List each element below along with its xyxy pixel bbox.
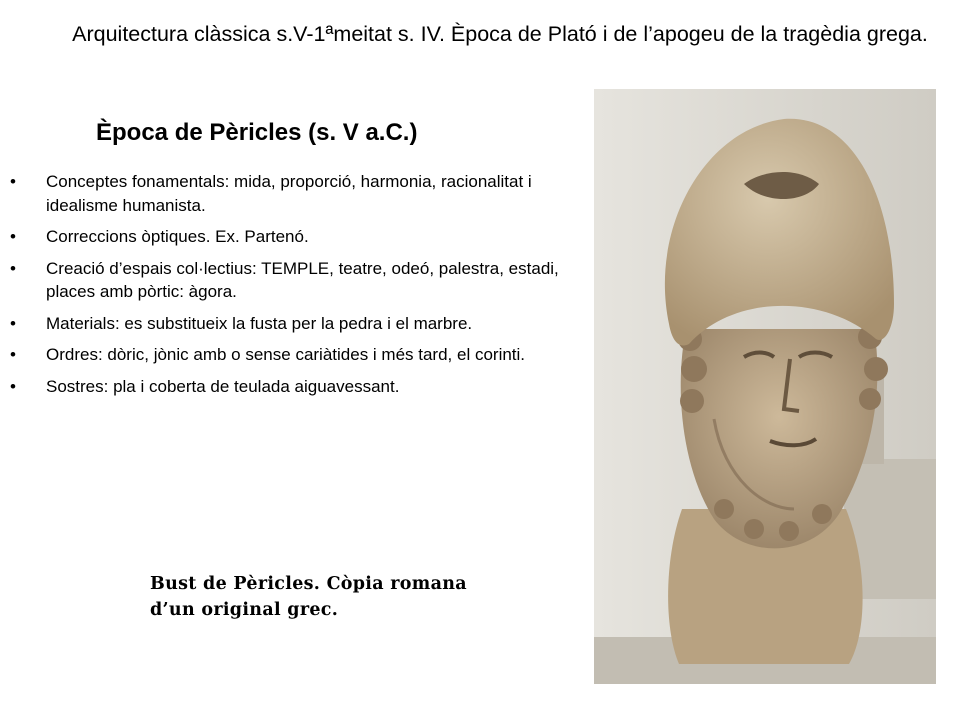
section-heading: Època de Pèricles (s. V a.C.)	[96, 119, 418, 146]
bust-illustration	[594, 89, 936, 684]
image-caption	[150, 571, 550, 623]
caption-line-2: d’un original grec.	[150, 600, 339, 620]
bullet-list	[0, 170, 580, 406]
bullet-dot: •	[10, 313, 16, 333]
bullet-dot: •	[10, 258, 16, 278]
bullet-dot: •	[10, 376, 16, 396]
bullet-text: Conceptes fonamentals: mida, proporció, harmonia, racionalitat i idealisme humanista.	[46, 172, 532, 215]
bullet-item	[0, 375, 580, 399]
caption-line-1: Bust de Pèricles. Còpia romana	[150, 574, 467, 594]
bullet-text: Correccions òptiques. Ex. Partenó.	[46, 227, 309, 246]
bullet-item	[0, 257, 580, 304]
slide-title: Arquitectura clàssica s.V-1ªmeitat s. IV. Època de Plató i de l’apogeu de la tragèdia grega.	[72, 22, 928, 46]
bullet-text: Creació d’espais col·lectius: TEMPLE, teatre, odeó, palestra, estadi, places amb pòrtic: àgora.	[46, 258, 559, 301]
bullet-text: Sostres: pla i coberta de teulada aiguavessant.	[46, 376, 400, 396]
bullet-item	[0, 170, 580, 217]
bullet-text: Ordres: dòric, jònic amb o sense cariàtides i més tard, el corinti.	[46, 345, 526, 364]
bullet-dot: •	[10, 227, 16, 246]
bullet-text: Materials: es substitueix la fusta per la pedra i el marbre.	[46, 313, 473, 333]
bullet-dot: •	[10, 172, 16, 191]
pericles-bust-photo	[594, 89, 936, 684]
bullet-item	[0, 343, 580, 367]
bullet-dot: •	[10, 345, 16, 364]
bullet-item	[0, 225, 580, 249]
bullet-item	[0, 312, 580, 336]
